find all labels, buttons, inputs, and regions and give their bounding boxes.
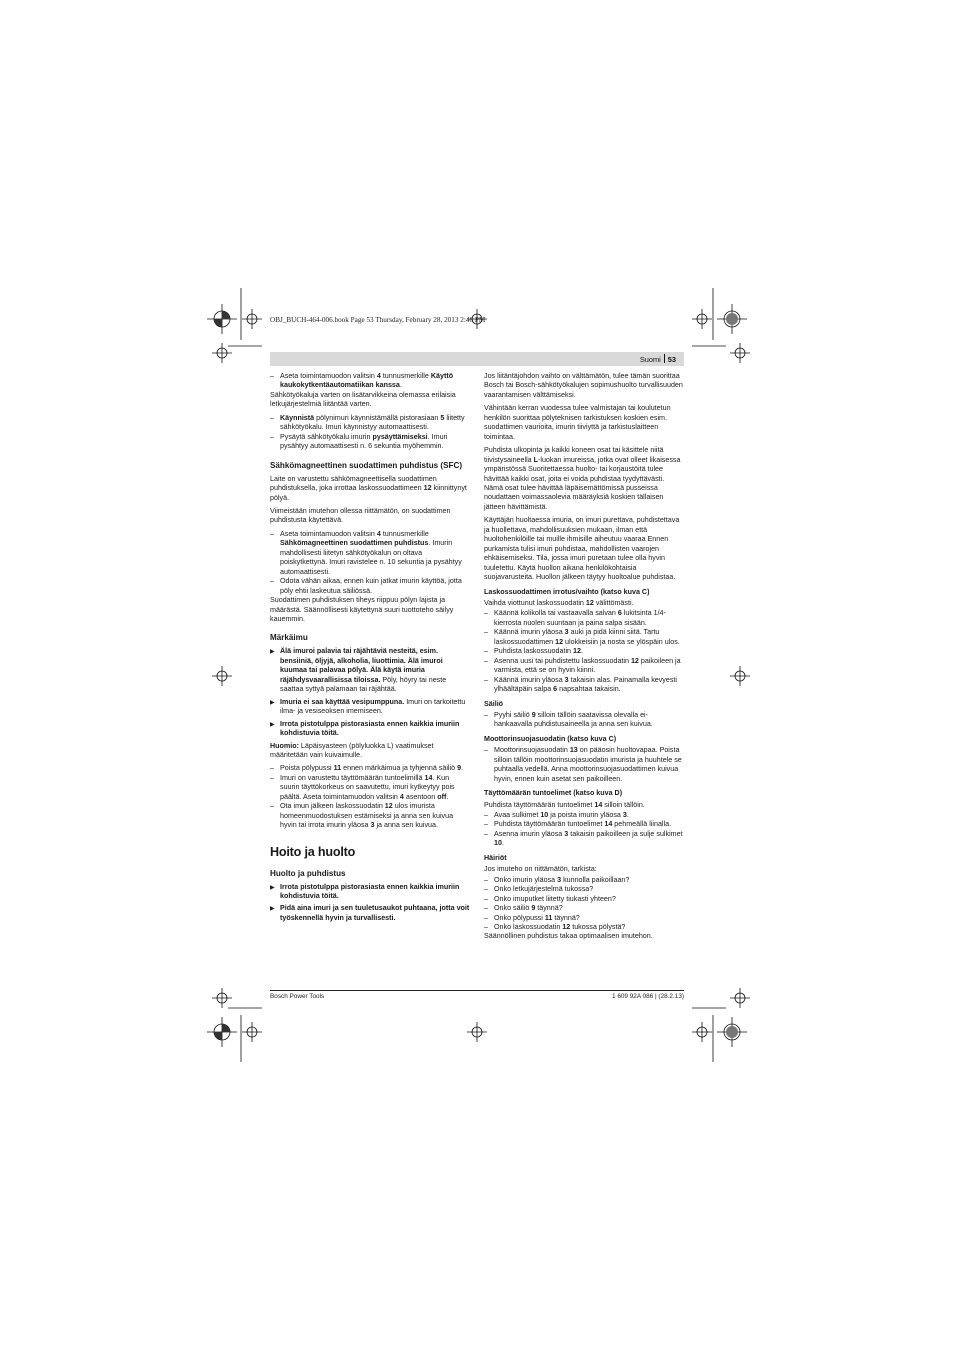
list-item: – Käännä imurin yläosa 3 takaisin alas. Painamalla kevyesti ylhäältäpäin salpa 6 napsahtaa takaisin. <box>484 676 684 695</box>
header-text <box>640 354 676 364</box>
list-item: – Onko pölypussi 11 täynnä? <box>484 914 684 923</box>
footer-rule <box>270 990 684 991</box>
section-heading: Sähkömagneettinen suodattimen puhdistus (SFC) <box>270 460 463 470</box>
warning-item: ▶ Imuria ei saa käyttää vesipumppuna. Imuri on tarkoitettu ilma- ja vesiseoksen imemiseen. <box>270 698 470 717</box>
list-item: – Puhdista laskossuodatin 12. <box>484 647 684 656</box>
paragraph: Vähintään kerran vuodessa tulee valmistajan tai koulutetun henkilön suorittaa pölyteknisen tarkistuksen koskien esim. suodattimen vaurioita, imurin tiiviyttä ja tarkistuslaitteen toimintaa. <box>484 404 671 441</box>
page-number: 53 <box>667 355 676 364</box>
list-item: – Pyyhi säiliö 9 silloin tällöin saatavissa olevalla ei-hankaavalla puhdistusaineella ja anna sen kuivua. <box>484 711 684 730</box>
footer-brand: Bosch Power Tools <box>270 993 325 1000</box>
list-item: – Käännä kolikolla tai vastaavalla salvan 6 lukitsinta 1/4-kierrosta nuolen suuntaan ja paina salpa sisään. <box>484 609 684 628</box>
section-heading: Huolto ja puhdistus <box>270 868 346 878</box>
paragraph: Huomio: Läpäisyasteen (pölyluokka L) vaatimukset määritetään vain kuivaimulle. <box>270 741 434 759</box>
paragraph: Laite on varustettu sähkömagneettisella suodattimen puhdistuksella, joka irrottaa laskossuodattimeen 12 kiinnittynyt pölyä. <box>270 474 467 502</box>
paragraph: Sähkötyökaluja varten on lisätarvikkeina olemassa erilaisia letkujärjestelmiä liitäntää varten. <box>270 390 456 409</box>
list-item: – Käynnistä pölynimuri käynnistämällä pistorasiaan 5 liitetty sähkötyökalu. Imuri käynnistyy automaattisesti. <box>270 414 470 433</box>
paragraph: Suodattimen puhdistuksen tiheys riippuu pölyn lajista ja määrästä. Säännöllisesti käytettynä suuri tuottoteho säilyy kauemmin. <box>270 596 454 623</box>
section-heading: Märkäimu <box>270 633 308 643</box>
subsection-heading: Laskossuodattimen irrotus/vaihto (katso kuva C) <box>484 587 650 596</box>
list-item: – Onko säiliö 9 täynnä? <box>484 904 684 913</box>
paragraph: Säännöllinen puhdistus takaa optimaalisen imutehon. <box>484 932 653 941</box>
paragraph: Viimeistään imutehon ollessa riittämätön, on suodattimen puhdistusta käytettävä. <box>270 506 451 525</box>
right-column <box>484 372 684 946</box>
page-header <box>270 352 684 366</box>
list-item: – Onko laskossuodatin 12 tukossa pölystä? <box>484 923 684 932</box>
list-item: – Asenna imurin yläosa 3 takaisin paikoilleen ja sulje sulkimet 10. <box>484 830 684 849</box>
list-item: – Onko imurin yläosa 3 kunnolla paikoillaan? <box>484 876 684 885</box>
warning-item: ▶ Irrota pistotulppa pistorasiasta ennen kaikkia imuriin kohdistuvia töitä. <box>270 720 470 739</box>
footer-code: 1 609 92A 086 | (28.2.13) <box>611 993 684 1000</box>
subsection-heading: Säiliö <box>484 699 504 708</box>
list-item: – Ota imun jälkeen laskossuodatin 12 ulos imurista homeenmuodostuksen estämiseksi ja anna sen kuivua hyvin tai irrota imurin yläosa 3 ja anna sen kuivua. <box>270 802 470 830</box>
header-language: Suomi <box>639 355 661 364</box>
list-item: – Odota vähän aikaa, ennen kuin jatkat imurin käyttöä, jotta pöly ehtii laskeutua säiliössä. <box>270 577 470 596</box>
subsection-heading: Moottorinsuojasuodatin (katso kuva C) <box>484 734 617 743</box>
list-item: – Asenna uusi tai puhdistettu laskossuodatin 12 paikoileen ja varmista, että se on hyvin kiinni. <box>484 657 684 676</box>
paragraph: Käyttäjän huoltaessa imuria, on imuri purettava, puhdistettava ja huollettava, mahdollisuuksien mukaan, ilman että huoltohenkilöille tai muille ihmisille aiheutuu vaaraa Ennen purkamista tulisi imuri puhdistaa, mahdollisten vaarojen ehkäisemiseksi. Tila, jossa imuri puretaan tulee olla hyvin tuuletettu. Käytä huollon aikana henkilökohtaisia suojavarusteita. Huollon jälkeen täytyy huoltoalue puhdistaa. <box>484 516 680 582</box>
warning-item: ▶ Pidä aina imuri ja sen tuuletusaukot puhtaana, jotta voit työskennellä hyvin ja turvallisesti. <box>270 904 470 923</box>
subsection-heading: Täyttömäärän tuntoelimet (katso kuva D) <box>484 789 623 798</box>
list-item: – Puhdista täyttömäärän tuntoelimet 14 pehmeällä liinalla. <box>484 820 684 829</box>
list-item: – Pysäytä sähkötyökalu imurin pysäyttämiseksi. Imuri pysähtyy automaattisesti n. 6 sekuntia myöhemmin. <box>270 433 470 452</box>
paragraph: Jos imuteho on riittämätön, tarkista: <box>484 865 597 874</box>
subsection-heading: Häiriöt <box>484 853 507 862</box>
paragraph: Puhdista ulkopinta ja kaikki koneen osat tai käsittele niitä tiivistysaineella L-luokan imureissa, jotka ovat olleet likaisessa ympäristössä Suoritettaessa huolto- tai korjaustöitä tulee hävittää kaikki osat, joita ei voida puhdistaa tyydyttävästi. Nämä osat tulee hävittää läpäisemättömissä pusseissa noudattaen voimassaolevia määräyksiä koskien tällaisen jätteen hävittämistä. <box>484 446 681 511</box>
section-title: Hoito ja huolto <box>270 844 356 859</box>
list-item: – Aseta toimintamuodon valitsin 4 tunnusmerkille Käyttö kaukokytkentäautomatiikan kanssa. <box>270 372 470 391</box>
list-item: – Imuri on varustettu täyttömäärän tuntoelimillä 14. Kun suurin täyttökorkeus on saavutettu, imuri kytkeytyy pois päältä. Aseta toimintamuodon valitsin 4 asentoon off. <box>270 774 470 802</box>
warning-item: ▶ Älä imuroi palavia tai räjähtäviä nesteitä, esim. bensiiniä, öljyjä, alkoholia, liuottimia. Älä imuroi kuumaa tai palavaa pölyä. Älä käytä imuria räjähdysvaarallisissa tiloissa. Pöly, höyry tai neste saattaa syttyä palamaan tai räjähtää. <box>270 647 470 694</box>
warning-item: ▶ Irrota pistotulppa pistorasiasta ennen kaikkia imuriin kohdistuvia töitä. <box>270 883 470 902</box>
paragraph: Vaihda viottunut laskossuodatin 12 välittömästi. <box>484 598 634 607</box>
left-column <box>270 372 470 926</box>
list-item: – Aseta toimintamuodon valitsin 4 tunnusmerkille Sähkömagneettinen suodattimen puhdistus. Imurin mahdollisesti liitetyn sähkötyökalun on oltava poiskytkettynä. Imuri ravistelee n. 10 sekuntia ja pysähtyy automaattisesti. <box>270 530 470 577</box>
paragraph: Jos liitäntäjohdon vaihto on välttämätön, tulee tämän suorittaa Bosch tai Bosch-sähkötyökalujen sopimushuolto turvallisuuden vaarantamisen välttämiseksi. <box>484 372 683 399</box>
list-item: – Onko imuputket liitetty tiukasti yhteen? <box>484 895 684 904</box>
list-item: – Avaa sulkimet 10 ja poista imurin yläosa 3. <box>484 811 684 820</box>
paragraph: Puhdista täyttömäärän tuntoelimet 14 silloin tällöin. <box>484 800 645 809</box>
list-item: – Onko letkujärjestelmä tukossa? <box>484 885 684 894</box>
list-item: – Käännä imurin yläosa 3 auki ja pidä kiinni siitä. Tartu laskossuodattimen 12 ulokkeisiin ja nosta se ylöspäin ulos. <box>484 628 684 647</box>
list-item: – Poista pölypussi 11 ennen märkäimua ja tyhjennä säiliö 9. <box>270 764 470 773</box>
print-info: OBJ_BUCH-464-006.book Page 53 Thursday, February 28, 2013 2:46 PM <box>270 316 486 324</box>
list-item: – Moottorinsuojasuodatin 13 on pääosin huoltovapaa. Poista silloin tällöin moottorinsuojasuodatin imurista ja huuhtele se puhtaalla vedellä. Anna moottorinsuojasuodattimen kuivua hyvin, ennen kuin asetat sen paikoilleen. <box>484 746 684 784</box>
